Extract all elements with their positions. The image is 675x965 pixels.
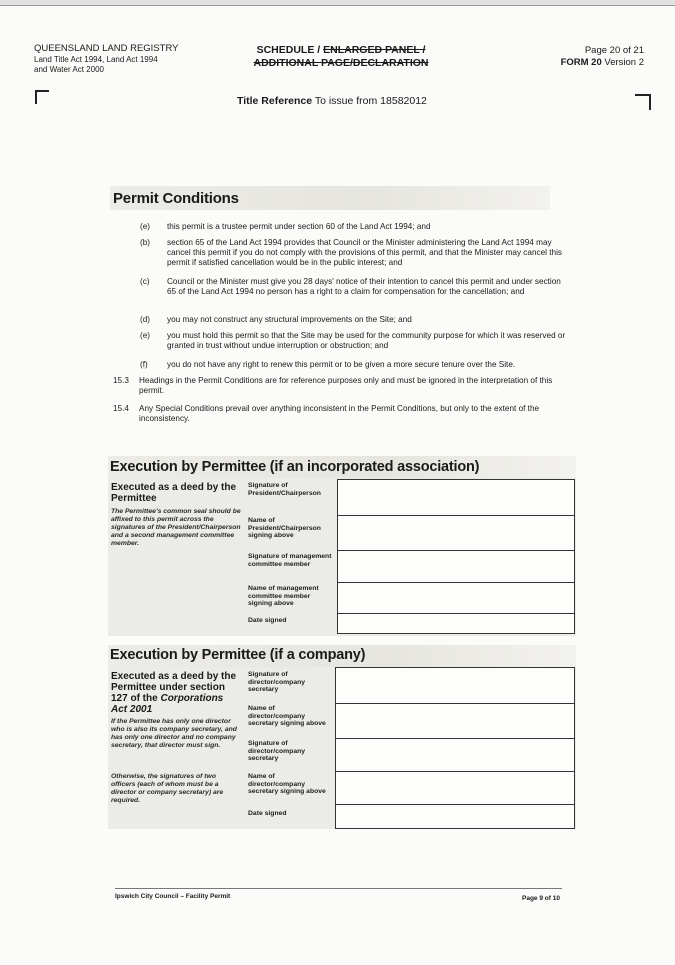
page-info xyxy=(550,45,644,69)
footer-page-number: Page 9 of 10 xyxy=(522,895,560,902)
signature-label: Signature of management committee member xyxy=(248,553,332,568)
signature-label: Signature of director/company secretary xyxy=(248,740,306,762)
signature-box-company xyxy=(335,667,575,829)
signature-label: Signature of director/company secretary xyxy=(248,671,306,693)
signature-field[interactable] xyxy=(338,582,574,583)
form-number: FORM 20 xyxy=(560,57,602,68)
registry-name: QUEENSLAND LAND REGISTRY xyxy=(34,43,179,54)
exec-association-heading: Execution by Permittee (if an incorporated association) xyxy=(110,459,480,475)
name-label: Name of management committee member signing above xyxy=(248,585,319,607)
additional-page-label: ADDITIONAL PAGE/DECLARATION xyxy=(253,57,429,69)
permit-conditions-heading: Permit Conditions xyxy=(113,190,239,207)
schedule-header xyxy=(236,44,446,70)
signature-box-association xyxy=(337,479,575,634)
title-reference-value: To issue from 18582012 xyxy=(312,95,427,107)
name-field[interactable] xyxy=(336,738,574,739)
exec-company-left-heading: Executed as a deed by the Permittee under section 127 of the Corporations Act 2001 xyxy=(111,671,237,715)
enlarged-panel-label: ENLARGED PANEL / xyxy=(323,44,426,56)
footer-left: Ipswich City Council – Facility Permit xyxy=(115,893,231,900)
permit-conditions-list: (e) this permit is a trustee permit under section 60 of the Land Act 1994; and (b) section 65 of the Land Act 1994 provides that Council or the Minister administering the Land Act 1994 may cancel this permit if you do not comply with the provisions of this permit, and that the Minister may cancel this permit if satisfied cancellation would be in the public interest; and (c) Council or the Minister must give you 28 days' notice of their intention to cancel this permit and under section 65 of the Land Act 1994 no person has a right to a claim for compensation for the cancellation; and (d) you may not construct any structural improvements on the Site; and (e) you must hold this permit so that the Site may be used for the community purpose for which it was reserved or granted in trust without undue interruption or obstruction; and (f) you do not have any right to renew this permit or to be given a more secure tenure over the Site. xyxy=(140,222,566,369)
schedule-label: SCHEDULE / xyxy=(256,44,324,56)
signature-field[interactable] xyxy=(336,771,574,772)
acts-line-2: and Water Act 2000 xyxy=(34,65,104,74)
exec-company-left-text-1: If the Permittee has only one director who is also its company secretary, and has only one director and no company secretary, that director must sign. xyxy=(111,718,237,749)
title-reference-label: Title Reference xyxy=(237,95,313,107)
name-field[interactable] xyxy=(338,550,574,551)
date-field[interactable] xyxy=(336,804,574,805)
corner-mark-right xyxy=(635,94,651,110)
name-label: Name of director/company secretary signing above xyxy=(248,773,326,795)
corner-mark-left xyxy=(35,90,49,104)
title-reference xyxy=(237,95,427,107)
signature-label: Signature of President/Chairperson xyxy=(248,482,321,497)
page-number: Page 20 of 21 xyxy=(584,45,644,56)
date-field[interactable] xyxy=(338,613,574,614)
name-label: Name of President/Chairperson signing above xyxy=(248,517,321,539)
registry-header xyxy=(34,43,178,75)
exec-company-left-text-2: Otherwise, the signatures of two officers (each of whom must be a director or company secretary) are required. xyxy=(111,773,224,804)
exec-company-heading: Execution by Permittee (if a company) xyxy=(110,647,366,663)
acts-line-1: Land Title Act 1994, Land Act 1994 xyxy=(34,55,158,64)
exec-association-left-text: The Permittee's common seal should be affixed to this permit across the signatures of the President/Chairperson and a second management committee member. xyxy=(111,508,241,547)
signature-field[interactable] xyxy=(338,515,574,516)
signature-field[interactable] xyxy=(336,703,574,704)
page-top-edge xyxy=(0,0,675,6)
clauses-list: 15.3 Headings in the Permit Conditions are for reference purposes only and must be ignored in the interpretation of this permit. 15.4 Any Special Conditions prevail over anything inconsistent in the Permit Conditions, but only to the extent of the inconsistency. xyxy=(113,376,553,423)
date-label: Date signed xyxy=(248,617,287,624)
form-version: Version 2 xyxy=(601,57,644,68)
footer-rule xyxy=(115,888,562,889)
exec-association-left-heading: Executed as a deed by the Permittee xyxy=(111,482,237,504)
date-label: Date signed xyxy=(248,810,287,817)
name-label: Name of director/company secretary signing above xyxy=(248,705,326,727)
